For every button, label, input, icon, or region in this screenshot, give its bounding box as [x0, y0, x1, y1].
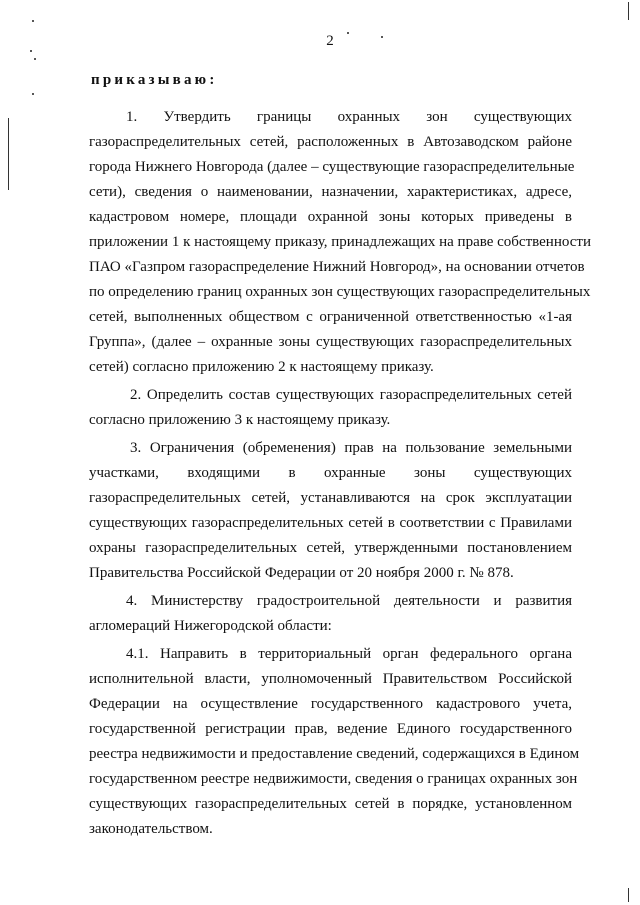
paragraph-1 [89, 105, 591, 380]
page-number: 2 [326, 33, 334, 49]
text-line: газораспределительных сетей, расположенных в Автозаводском районе [89, 134, 572, 150]
text-line: участками, входящими в охранные зоны существующих [89, 465, 572, 481]
text-line: Правительства Российской Федерации от 20 ноября 2000 г. № 878. [89, 565, 514, 581]
text-line: 1. Утвердить границы охранных зон существующих [126, 109, 572, 125]
text-line: по определению границ охранных зон существующих газораспределительных [89, 284, 591, 300]
right-margin-line [628, 888, 629, 902]
scan-speck [30, 50, 32, 52]
text-line: сети), сведения о наименовании, назначении, характеристиках, адресе, [89, 184, 572, 200]
text-line: реестра недвижимости и предоставление сведений, содержащихся в Едином [89, 746, 580, 762]
text-line: исполнительной власти, уполномоченный Правительством Российской [89, 671, 572, 687]
text-line: законодательством. [89, 821, 213, 837]
text-line: 4.1. Направить в территориальный орган федерального органа [126, 646, 572, 662]
text-line: согласно приложению 3 к настоящему приказу. [89, 412, 391, 428]
text-line: ПАО «Газпром газораспределение Нижний Новгород», на основании отчетов [89, 259, 585, 275]
paragraph-3 [89, 436, 572, 586]
text-line: сетей) согласно приложению 2 к настоящему приказу. [89, 359, 434, 375]
text-line: Федерации на осуществление государственного кадастрового учета, [89, 696, 572, 712]
text-line: государственном реестре недвижимости, сведения о границах охранных зон [89, 771, 578, 787]
body-text [89, 68, 591, 845]
right-margin-line [628, 2, 629, 20]
text-line: газораспределительных сетей, устанавливаются на срок эксплуатации [89, 490, 572, 506]
text-line: Группа», (далее – охранные зоны существующих газораспределительных [89, 334, 572, 350]
scan-speck [32, 20, 34, 22]
scan-speck [32, 93, 34, 95]
text-line: 4. Министерству градостроительной деятельности и развития [126, 593, 572, 609]
text-line: существующих газораспределительных сетей в порядке, установленном [89, 796, 572, 812]
text-line: государственной регистрации прав, ведение Единого государственного [89, 721, 572, 737]
text-line: города Нижнего Новгорода (далее – существующие газораспределительные [89, 159, 575, 175]
paragraph-4 [89, 589, 572, 639]
scan-speck [347, 32, 349, 34]
text-line: кадастровом номере, площади охранной зоны которых приведены в [89, 209, 572, 225]
text-line: 2. Определить состав существующих газораспределительных сетей [130, 387, 572, 403]
text-line: охраны газораспределительных сетей, утвержденными постановлением [89, 540, 572, 556]
text-line: существующих газораспределительных сетей в соответствии с Правилами [89, 515, 572, 531]
paragraph-4-1 [89, 642, 580, 842]
scan-speck [381, 36, 383, 38]
text-line: агломераций Нижегородской области: [89, 618, 332, 634]
scan-speck [34, 58, 36, 60]
left-margin-line [8, 118, 9, 190]
heading-order: приказываю: [91, 72, 218, 88]
text-line: приложении 1 к настоящему приказу, принадлежащих на праве собственности [89, 234, 591, 250]
text-line: 3. Ограничения (обременения) прав на пользование земельными [130, 440, 572, 456]
text-line: сетей, выполненных обществом с ограниченной ответственностью «1-ая [89, 309, 572, 325]
paragraph-2 [89, 383, 572, 433]
